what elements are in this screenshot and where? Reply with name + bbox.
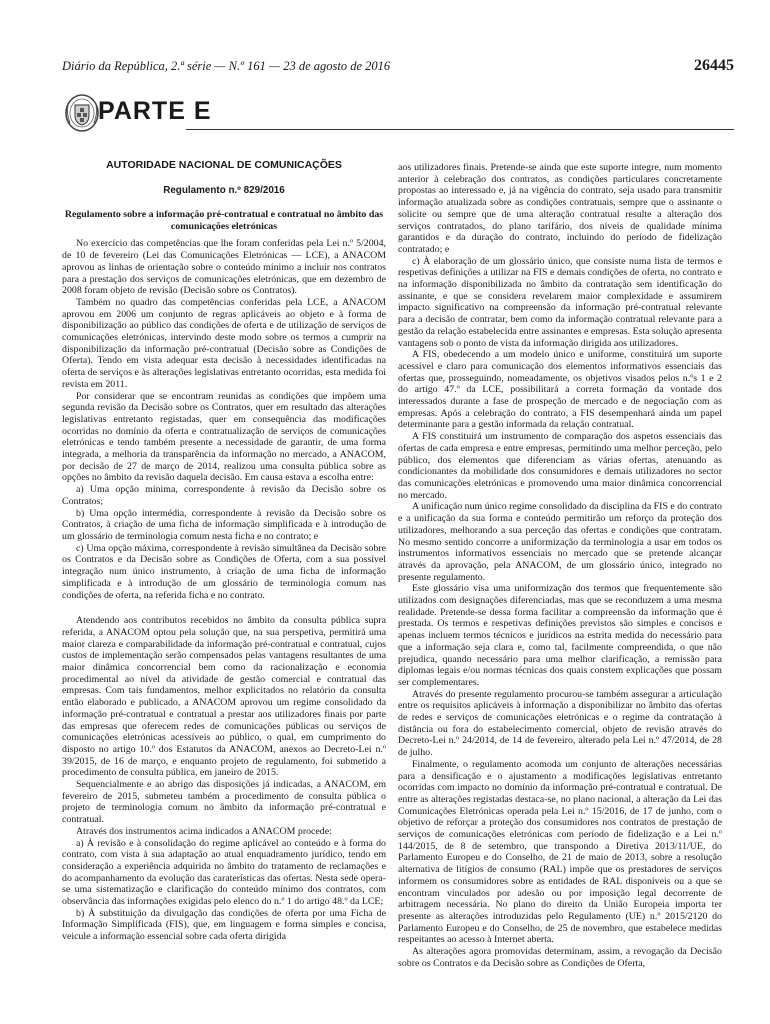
paragraph: A unificação num único regime consolidado da disciplina da FIS e do contrato e a unificação da sua forma e conteúdo permitirão um reforço da proteção dos utilizadores, melhorando a sua perceção das ofertas e condições que contratam. No mesmo sentido concorre a uniformização da terminologia a usar em todos os instrumentos informativos essenciais no mercado que se pretende alcançar através da aprovação, pela ANACOM, de um glossário único, integrado no presente regulamento. [398, 501, 722, 583]
paragraph: A FIS, obedecendo a um modelo único e uniforme, constituirá um suporte acessível e claro para comunicação dos elementos informativos essenciais das ofertas que, prosseguindo, nomeadamente, os objetivos visados pelos n.ºs 1 e 2 do artigo 47.º da LCE, possibilitará a correta formação da vontade dos interessados durante a fase de prospeção de mercado e de negociação com as empresas. Após a celebração do contrato, a FIS desempenhará ainda um papel determinante para a gestão informada da relação contratual. [398, 349, 722, 431]
list-item: b) À substituição da divulgação das condições de oferta por uma Ficha de Informação Simplificada (FIS), que, em linguagem e forma simples e concisa, veicule a informação essencial sobre cada oferta dirigida [62, 907, 386, 943]
list-item: c) À elaboração de um glossário único, que consiste numa lista de termos e respetivas definições a utilizar na FIS e demais condições de oferta, no contrato e na informação disponibilizada no âmbito da contratação sem identificação do assinante, e que se considera revelarem maior complexidade e assumirem impacto significativo na compreensão da informação pré-contratual relevante para a decisão de contratar, bem como da informação contratual relevante para a gestão da relação estabelecida entre assinantes e empresas. Esta solução apresenta vantagens sob o ponto de vista da informação dirigida aos utilizadores. [398, 255, 722, 349]
paragraph: Por considerar que se encontram reunidas as condições que impõem uma segunda revisão da Decisão sobre os Contratos, quer em resultado das alterações legislativas entretanto registadas, quer em consequência das modificações ocorridas no domínio da oferta e contratualização de serviços de comunicações eletrónicas e tendo também presente a necessidade de garantir, de uma forma integrada, a melhoria da transparência da informação no mercado, a ANACOM, por decisão de 27 de março de 2014, realizou uma consulta pública sobre as opções no âmbito da revisão daquela decisão. Em causa estava a escolha entre: [62, 390, 386, 484]
issuing-authority: AUTORIDADE NACIONAL DE COMUNICAÇÕES [106, 159, 342, 171]
list-item: c) Uma opção máxima, correspondente à revisão simultânea da Decisão sobre os Contratos e da Decisão sobre as Condições de Oferta, com a sua possível integração num único instrumento, à criação de uma ficha de informação simplificada e à introdução de um glossário de terminologia comum nas condições de oferta, na referida ficha e no contrato. [62, 542, 386, 601]
paragraph: A FIS constituirá um instrumento de comparação dos aspetos essenciais das ofertas de cada empresa e entre empresas, permitindo uma melhor perceção, pelo público, dos elementos que diferenciam as várias ofertas, atenuando as condicionantes da mobilidade dos consumidores e demais utilizadores no sector das comunicações eletrónicas e promovendo uma maior dinâmica concorrencial no mercado. [398, 431, 722, 501]
list-item: a) À revisão e à consolidação do regime aplicável ao conteúdo e à forma do contrato, com vista à sua adaptação ao atual enquadramento jurídico, tendo em consideração a experiência adquirida no âmbito do tratamento de reclamações e do acompanhamento da evolução das caraterísticas das ofertas. Nesta sede opera-se uma sistematização e clarificação do conteúdo mínimo dos contratos, com observância das informações exigidas pelo elenco do n.º 1 do artigo 48.º da LCE; [62, 837, 386, 908]
paragraph: Atendendo aos contributos recebidos no âmbito da consulta pública supra referida, a ANACOM optou pela solução que, na sua perspetiva, permitirá uma maior clareza e comparabilidade da informação pré-contratual e contratual, cujos custos de implementação serão compensados pelas vantagens resultantes de uma maior dinâmica concorrencial bem como da racionalização e economia procedimental ao nível da atividade de gestão comercial e contratual das empresas. Com tais fundamentos, melhor explicitados no relatório da consulta então elaborado e publicado, a ANACOM aprovou um regime consolidado da informação pré-contratual e contratual a prestar aos utilizadores finais por parte das empresas que oferecem redes de comunicações públicas ou serviços de comunicações eletrónicas acessíveis ao público, o qual, em cumprimento do disposto no artigo 10.º dos Estatutos da ANACOM, anexos ao Decreto-Lei n.º 39/2015, de 16 de março, e enquanto projeto de regulamento, foi submetido a procedimento de consulta pública, em janeiro de 2015. [62, 615, 386, 779]
paragraph: Também no quadro das competências conferidas pela LCE, a ANACOM aprovou em 2006 um conjunto de regras aplicáveis ao objeto e à forma de disponibilização ao público das condições de oferta e de utilização de serviços de comunicações eletrónicas, intervindo deste modo sobre os termos a cumprir na disponibilização da informação pré-contratual (Decisão sobre as Condições de Oferta). Tendo em vista adequar esta decisão à necessidades identificadas na oferta de serviços e às alterações legislativas entretanto ocorridas, esta medida foi revista em 2011. [62, 296, 386, 390]
paragraph: Finalmente, o regulamento acomoda um conjunto de alterações necessárias para a densificação e o ajustamento a modificações legislativas entretanto ocorridas com impacto no domínio da informação pré-contratual e contratual. De entre as alterações registadas destaca-se, no plano nacional, a alteração da Lei das Comunicações Eletrónicas operada pela Lei n.º 15/2016, de 17 de junho, com o objetivo de reforçar a proteção dos consumidores nos contratos de prestação de serviços de comunicações eletrónicas com período de fidelização e a Lei n.º 144/2015, de 8 de setembro, que transpondo a Diretiva 2013/11/UE, do Parlamento Europeu e do Conselho, de 21 de maio de 2013, sobre a resolução alternativa de litígios de consumo (RAL) impõe que os prestadores de serviços informem os consumidores sobre as entidades de RAL disponíveis ou a que se encontram vinculados por adesão ou por imposição legal decorrente de arbitragem necessária. No plano do direito da União Europeia importa ter presente as alterações introduzidas pelo Regulamento (UE) n.º 2015/2120 do Parlamento Europeu e do Conselho, de 25 de novembro, que estabelece medidas respeitantes ao acesso à Internet aberta. [398, 758, 722, 946]
part-title: PARTE E [98, 97, 212, 125]
paragraph: Através dos instrumentos acima indicados a ANACOM procede: [76, 825, 332, 837]
right-column [398, 162, 722, 970]
part-divider [186, 129, 734, 130]
paragraph: No exercício das competências que lhe foram conferidas pela Lei n.º 5/2004, de 10 de fevereiro (Lei das Comunicações Eletrónicas — LCE), a ANACOM aprovou as linhas de orientação sobre o conteúdo mínimo a incluir nos contratos para a prestação dos serviços de comunicações eletrónicas, que em dezembro de 2008 foram objeto de revisão (Decisão sobre os Contratos). [62, 238, 386, 297]
page-number: 26445 [694, 57, 734, 74]
regulation-title: Regulamento sobre a informação pré-contratual e contratual no âmbito das comunicações eletrónicas [64, 209, 384, 232]
journal-header [62, 59, 734, 75]
paragraph: Sequencialmente e ao abrigo das disposições já indicadas, a ANACOM, em fevereiro de 2015, submeteu também a procedimento de consulta pública o projeto de terminologia comum no âmbito da informação pré-contratual e contratual. [62, 779, 386, 826]
paragraph: aos utilizadores finais. Pretende-se ainda que este suporte integre, num momento anterior à celebração dos contratos, as condições particulares concretamente propostas ao interessado e, já na vigência do contrato, seja usado para transmitir informação atualizada sobre as condições contratuais, sempre que o assinante o solicite ou sempre que de uma alteração contratual resulte a alteração dos serviços contratados, do plano tarifário, dos níveis de qualidade mínima garantidos e da duração do contrato, incluindo do período de fidelização contratado; e [398, 162, 722, 255]
list-item: a) Uma opção mínima, correspondente à revisão da Decisão sobre os Contratos; [62, 484, 386, 507]
portuguese-coat-of-arms-icon [64, 93, 100, 133]
journal-reference: Diário da República, 2.ª série — N.º 161 — 23 de agosto de 2016 [62, 59, 391, 73]
paragraph: Através do presente regulamento procurou-se também assegurar a articulação entre os requisitos aplicáveis à informação a disponibilizar no âmbito das ofertas de redes e serviços de comunicações eletrónicas e o regime da contratação à distância ou fora do estabelecimento comercial, objeto de revisão através do Decreto-Lei n.º 24/2014, de 14 de fevereiro, alterado pela Lei n.º 47/2014, de 28 de julho. [398, 688, 722, 759]
paragraph: As alterações agora promovidas determinam, assim, a revogação da Decisão sobre os Contratos e da Decisão sobre as Condições de Oferta, [398, 946, 722, 969]
regulation-number: Regulamento n.º 829/2016 [163, 184, 285, 196]
list-item: b) Uma opção intermédia, correspondente à revisão da Decisão sobre os Contratos, à criação de uma ficha de informação simplificada e à introdução de um glossário de terminologia comum nesta ficha e no contrato; e [62, 507, 386, 542]
left-column [62, 160, 386, 943]
paragraph: Este glossário visa uma uniformização dos termos que frequentemente são utilizados com designações diferenciadas, mas que se reconduzem a uma mesma realidade. Pretende-se dessa forma facilitar a compreensão da informação que é prestada. Os termos e respetivas definições previstos são simples e concisos e apenas incluem termos técnicos e jurídicos na estrita medida do necessário para que a informação seja clara e, como tal, facilmente compreendida, o que não prejudica, quando necessário para uma melhor clarificação, a remissão para diplomas legais e/ou normas técnicas dos quais constem explicações que possam ser complementares. [398, 583, 722, 688]
